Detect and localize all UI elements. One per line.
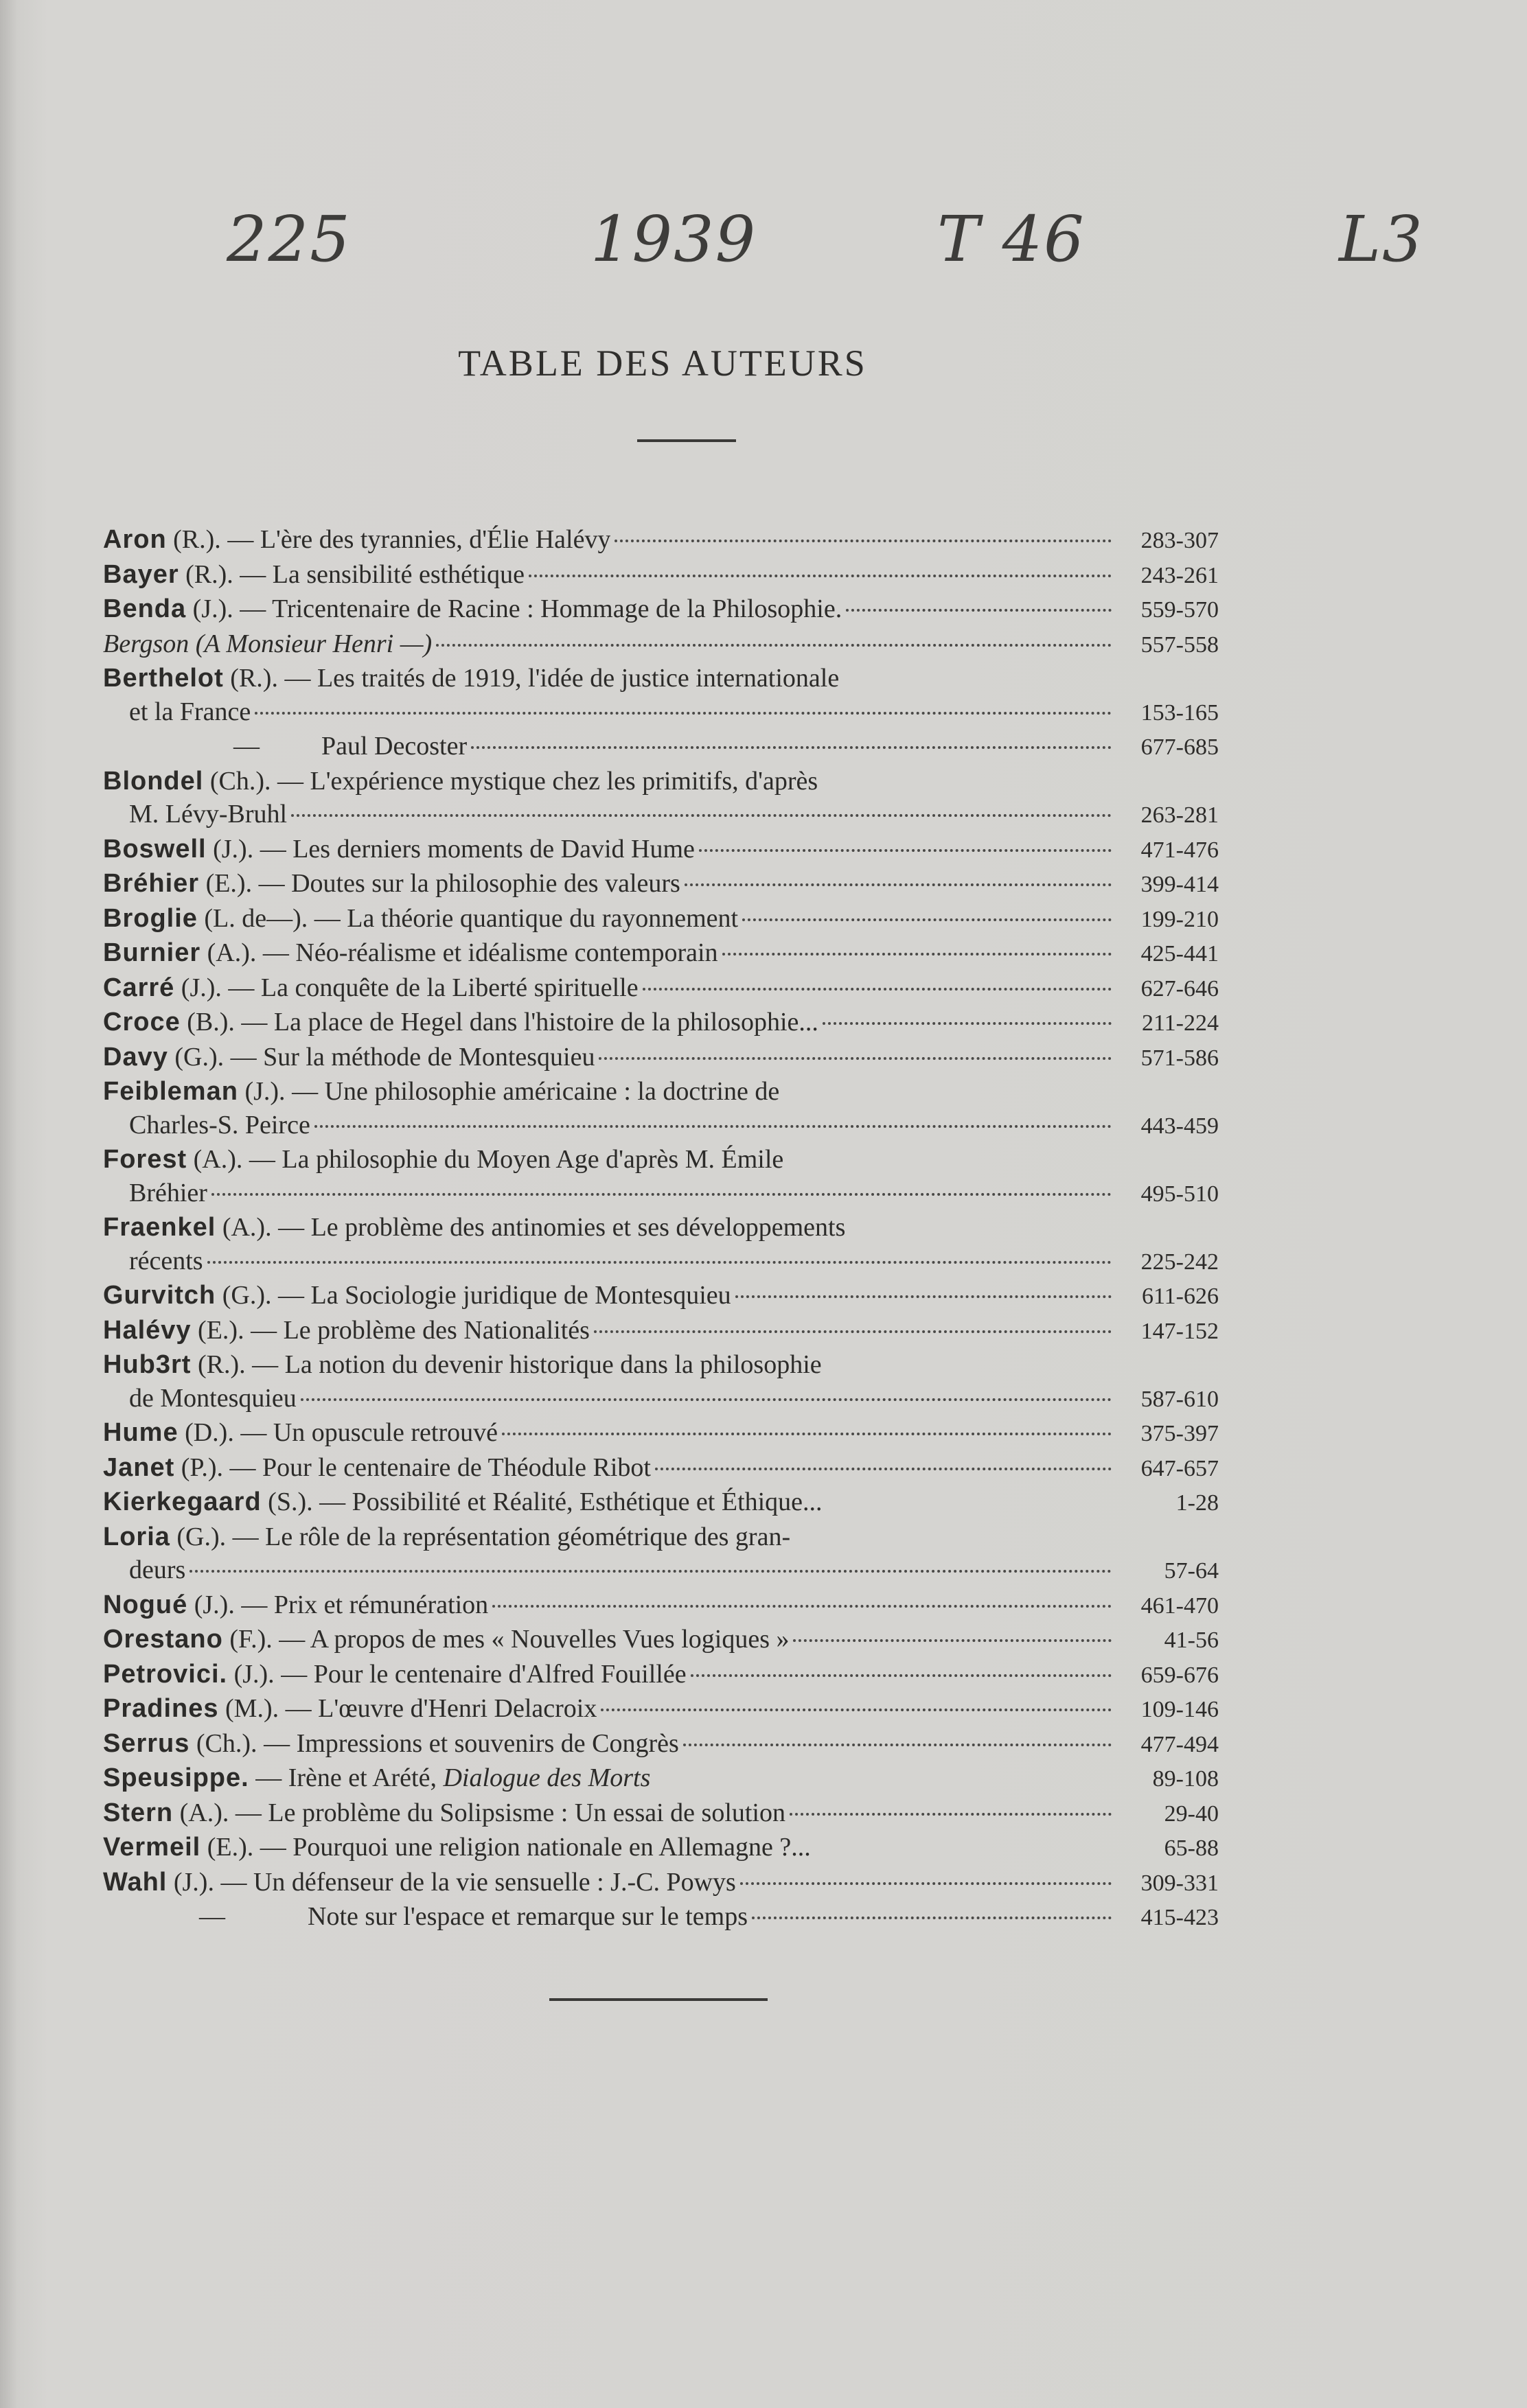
- author-name: Petrovici.: [103, 1659, 228, 1689]
- author-initials: (E.).: [199, 869, 253, 898]
- entry-title-italic: Dialogue des Morts: [443, 1763, 651, 1792]
- author-index: [103, 523, 1219, 1935]
- page-range: 153-165: [1140, 699, 1219, 726]
- entry-gurvitch: [103, 1279, 1219, 1314]
- author-initials: (E.).: [200, 1833, 254, 1862]
- entry-title: Bergson (A Monsieur Henri —): [103, 629, 433, 658]
- entry-hume: [103, 1416, 1219, 1451]
- entry-title: — Irène et Arété,: [249, 1763, 444, 1792]
- entry-title: — Les traités de 1919, l'idée de justice internationale: [277, 664, 840, 693]
- entry-feibleman: [103, 1075, 1219, 1109]
- entry-carre: [103, 971, 1219, 1006]
- entry-fraenkel-cont: [103, 1244, 1219, 1280]
- entry-forest-cont: [103, 1177, 1219, 1212]
- author-initials: (J.).: [227, 1659, 275, 1689]
- dot-leader: [301, 1398, 1112, 1401]
- dot-leader: [740, 1882, 1112, 1885]
- page-range: 309-331: [1140, 1870, 1219, 1896]
- entry-title: — Tricentenaire de Racine : Hommage de la Philosophie.: [233, 594, 842, 623]
- author-initials: (A.).: [187, 1145, 243, 1174]
- dot-leader: [823, 1022, 1112, 1025]
- author-name: Carré: [103, 973, 175, 1002]
- entry-title: — Un défenseur de la vie sensuelle : J.-C. Powys: [214, 1867, 736, 1897]
- page-range: 659-676: [1140, 1662, 1219, 1688]
- author-name: Loria: [103, 1522, 170, 1551]
- entry-bayer: [103, 558, 1219, 593]
- author-initials: (M.).: [218, 1694, 279, 1723]
- entry-bergson: [103, 627, 1219, 662]
- dot-leader: [790, 1813, 1112, 1816]
- entry-title: — Prix et rémunération: [234, 1590, 489, 1619]
- author-initials: (L. de—).: [197, 903, 308, 933]
- page-range: 199-210: [1140, 906, 1219, 932]
- author-name: Vermeil: [103, 1833, 201, 1862]
- author-name: Feibleman: [103, 1077, 238, 1106]
- page-range: 225-242: [1140, 1249, 1219, 1275]
- entry-title: — Un opuscule retrouvé: [233, 1418, 498, 1447]
- page-range: 415-423: [1140, 1905, 1219, 1930]
- page-range: 29-40: [1164, 1801, 1219, 1827]
- page-range: 57-64: [1164, 1558, 1219, 1584]
- dot-leader: [492, 1605, 1112, 1608]
- author-name: Janet: [103, 1452, 175, 1482]
- page-range: 571-586: [1140, 1045, 1219, 1071]
- dot-leader: [735, 1295, 1112, 1298]
- entry-loria-cont: [103, 1553, 1219, 1588]
- dot-leader: [190, 1570, 1112, 1573]
- page-range: 461-470: [1140, 1593, 1219, 1619]
- dot-leader: [846, 609, 1112, 612]
- page-title: TABLE DES AUTEURS: [458, 343, 867, 384]
- author-initials: (G.).: [216, 1281, 272, 1310]
- author-name: Stern: [103, 1798, 174, 1827]
- entry-wahl-2: [103, 1900, 1219, 1935]
- entry-title: — L'ère des tyrannies, d'Élie Halévy: [220, 525, 611, 554]
- entry-title: Paul Decoster: [321, 732, 468, 761]
- page-range: 211-224: [1141, 1010, 1219, 1036]
- author-initials: (R.).: [191, 1350, 246, 1379]
- author-name: Hume: [103, 1418, 179, 1447]
- author-initials: (Ch.).: [203, 766, 271, 796]
- page-range: 443-459: [1140, 1113, 1219, 1139]
- author-initials: (R.).: [179, 559, 233, 589]
- entry-title: — Impressions et souvenirs de Congrès: [257, 1728, 679, 1758]
- entry-halevy: [103, 1314, 1219, 1349]
- dot-leader: [211, 1193, 1112, 1196]
- entry-title-cont: de Montesquieu: [129, 1383, 297, 1413]
- entry-title: — A propos de mes « Nouvelles Vues logiques »: [272, 1625, 790, 1654]
- entry-janet: [103, 1451, 1219, 1486]
- author-name: Orestano: [103, 1625, 223, 1654]
- author-initials: (J.).: [238, 1077, 286, 1106]
- entry-title: — Les derniers moments de David Hume: [253, 834, 695, 864]
- dot-leader: [655, 1468, 1112, 1470]
- author-initials: (R.).: [223, 664, 278, 693]
- ditto-dash: —: [233, 732, 260, 761]
- entry-title: — Le problème des Nationalités: [244, 1315, 590, 1345]
- author-name: Gurvitch: [103, 1281, 216, 1310]
- entry-title-cont: M. Lévy-Bruhl: [129, 800, 288, 829]
- entry-feibleman-cont: [103, 1109, 1219, 1144]
- author-initials: (R.).: [166, 525, 221, 554]
- dot-leader: [752, 1917, 1112, 1919]
- page-range: 263-281: [1140, 802, 1219, 828]
- entry-title-cont: deurs: [129, 1555, 186, 1584]
- author-name: Boswell: [103, 834, 207, 864]
- author-name: Aron: [103, 525, 167, 554]
- dot-leader: [594, 1330, 1112, 1333]
- entry-title-cont: et la France: [129, 697, 251, 726]
- author-initials: (J.).: [174, 973, 222, 1002]
- dot-leader: [683, 1744, 1112, 1746]
- entry-kierkegaard: [103, 1485, 1219, 1520]
- entry-blondel: [103, 765, 1219, 798]
- author-name: Pradines: [103, 1694, 219, 1723]
- page-range: 399-414: [1140, 872, 1219, 897]
- author-initials: (J.).: [167, 1867, 214, 1897]
- entry-hubert-cont: [103, 1382, 1219, 1417]
- page-range: 1-28: [1175, 1490, 1219, 1516]
- author-initials: (G.).: [168, 1042, 225, 1072]
- handwritten-note-3: T 46: [937, 202, 1086, 276]
- entry-burnier: [103, 936, 1219, 971]
- entry-vermeil: [103, 1831, 1219, 1866]
- author-initials: (J.).: [186, 594, 233, 623]
- page-range: 557-558: [1140, 632, 1219, 658]
- entry-title: — Une philosophie américaine : la doctrine de: [285, 1077, 780, 1106]
- entry-orestano: [103, 1623, 1219, 1658]
- dot-leader: [722, 953, 1112, 956]
- entry-title-cont: Bréhier: [129, 1178, 207, 1207]
- page-range: 559-570: [1140, 597, 1219, 623]
- author-name: Broglie: [103, 903, 198, 933]
- entry-title: — La notion du devenir historique dans la philosophie: [245, 1350, 822, 1379]
- entry-title: — La Sociologie juridique de Montesquieu: [271, 1281, 731, 1310]
- entry-broglie: [103, 902, 1219, 937]
- entry-title: — Pour le centenaire de Théodule Ribot: [223, 1452, 651, 1482]
- author-name: Nogué: [103, 1590, 188, 1619]
- page-range: 471-476: [1140, 837, 1219, 863]
- entry-serrus: [103, 1727, 1219, 1762]
- author-name: Hub3rt: [103, 1350, 192, 1379]
- entry-title-cont: Charles-S. Peirce: [129, 1110, 310, 1139]
- author-initials: (J.).: [206, 834, 254, 864]
- ditto-dash: —: [199, 1902, 225, 1931]
- author-initials: (D.).: [178, 1418, 234, 1447]
- dot-leader: [599, 1057, 1112, 1060]
- dot-leader: [255, 712, 1112, 715]
- entry-fraenkel: [103, 1211, 1219, 1244]
- entry-title: — La philosophie du Moyen Age d'après M. Émile: [242, 1145, 784, 1174]
- entry-brehier: [103, 867, 1219, 902]
- author-initials: (E.).: [191, 1315, 244, 1345]
- author-initials: (P.).: [174, 1452, 224, 1482]
- author-name: Fraenkel: [103, 1213, 216, 1242]
- entry-decoster: [103, 730, 1219, 765]
- entry-stern: [103, 1796, 1219, 1831]
- page-range: 647-657: [1140, 1455, 1219, 1481]
- entry-boswell: [103, 833, 1219, 868]
- entry-title-cont: récents: [129, 1246, 203, 1275]
- dot-leader: [699, 849, 1112, 852]
- handwritten-note-4: L3: [1339, 202, 1424, 276]
- page-range: 375-397: [1140, 1421, 1219, 1446]
- page-range: 425-441: [1140, 941, 1219, 966]
- entry-hubert: [103, 1348, 1219, 1382]
- author-name: Kierkegaard: [103, 1487, 262, 1516]
- author-initials: (Ch.).: [190, 1728, 257, 1758]
- entry-title: — Possibilité et Réalité, Esthétique et Éthique...: [312, 1487, 823, 1516]
- entry-title: — La conquête de la Liberté spirituelle: [221, 973, 639, 1002]
- page-range: 243-261: [1140, 562, 1219, 588]
- entry-forest: [103, 1143, 1219, 1177]
- author-initials: (J.).: [187, 1590, 235, 1619]
- page-range: 41-56: [1164, 1628, 1219, 1653]
- author-name: Halévy: [103, 1315, 192, 1345]
- author-initials: (F.).: [222, 1625, 273, 1654]
- entry-benda: [103, 592, 1219, 627]
- dot-leader: [502, 1433, 1112, 1435]
- page-range: 89-108: [1152, 1766, 1219, 1792]
- dot-leader: [314, 1125, 1112, 1128]
- entry-title: — Sur la méthode de Montesquieu: [224, 1042, 595, 1072]
- author-name: Bayer: [103, 559, 179, 589]
- entry-loria: [103, 1520, 1219, 1554]
- page-range: 477-494: [1140, 1731, 1219, 1757]
- entry-title: — La place de Hegel dans l'histoire de la philosophie...: [234, 1008, 818, 1037]
- page-range: 587-610: [1140, 1386, 1219, 1412]
- dot-leader: [685, 883, 1112, 886]
- author-name: Davy: [103, 1042, 168, 1072]
- title-divider: [637, 439, 736, 442]
- author-initials: (A.).: [216, 1213, 272, 1242]
- entry-title: — La théorie quantique du rayonnement: [308, 903, 739, 933]
- entry-pradines: [103, 1692, 1219, 1727]
- entry-nogue: [103, 1588, 1219, 1623]
- entry-davy: [103, 1041, 1219, 1076]
- author-name: Croce: [103, 1008, 181, 1037]
- dot-leader: [742, 918, 1112, 921]
- entry-aron: [103, 523, 1219, 558]
- dot-leader: [691, 1674, 1112, 1677]
- handwritten-note-2: 1939: [590, 202, 757, 276]
- page-range: 283-307: [1140, 528, 1219, 553]
- page-range: 611-626: [1141, 1284, 1219, 1309]
- dot-leader: [601, 1709, 1112, 1711]
- entry-title: — Le problème des antinomies et ses développements: [271, 1213, 846, 1242]
- entry-title: — Le rôle de la représentation géométrique des gran-: [226, 1522, 791, 1551]
- dot-leader: [793, 1639, 1112, 1642]
- entry-berthelot: [103, 662, 1219, 695]
- author-name: Burnier: [103, 938, 201, 967]
- entry-title: — Doutes sur la philosophie des valeurs: [252, 869, 680, 898]
- page-range: 65-88: [1164, 1836, 1219, 1861]
- author-name: Berthelot: [103, 664, 224, 693]
- entry-title: Note sur l'espace et remarque sur le temps: [308, 1902, 748, 1931]
- author-name: Speusippe.: [103, 1763, 249, 1792]
- author-initials: (A.).: [200, 938, 257, 967]
- author-name: Benda: [103, 594, 187, 623]
- dot-leader: [291, 814, 1112, 817]
- page-range: 627-646: [1140, 975, 1219, 1002]
- entry-title: — Néo-réalisme et idéalisme contemporain: [256, 938, 718, 967]
- author-name: Serrus: [103, 1728, 190, 1758]
- entry-berthelot-cont: [103, 695, 1219, 730]
- author-initials: (G.).: [170, 1522, 227, 1551]
- entry-speusippe: [103, 1761, 1219, 1796]
- entry-title: — L'expérience mystique chez les primitifs, d'après: [271, 766, 818, 796]
- entry-title: — La sensibilité esthétique: [233, 559, 525, 589]
- dot-leader: [471, 746, 1112, 749]
- author-name: Forest: [103, 1145, 187, 1174]
- dot-leader: [529, 575, 1112, 577]
- entry-title: — Pour le centenaire d'Alfred Fouillée: [274, 1659, 687, 1689]
- author-initials: (B.).: [180, 1008, 235, 1037]
- handwritten-note-1: 225: [227, 202, 352, 276]
- entry-blondel-cont: [103, 798, 1219, 833]
- dot-leader: [207, 1261, 1112, 1264]
- entry-title: — Pourquoi une religion nationale en Allemagne ?...: [253, 1833, 811, 1862]
- dot-leader: [643, 988, 1112, 991]
- page-range: 109-146: [1140, 1697, 1219, 1722]
- dot-leader: [436, 644, 1112, 647]
- entry-title: — L'œuvre d'Henri Delacroix: [279, 1694, 597, 1723]
- author-name: Blondel: [103, 766, 204, 796]
- entry-title: — Le problème du Solipsisme : Un essai de solution: [229, 1798, 785, 1827]
- author-initials: (S.).: [261, 1487, 313, 1516]
- entry-wahl: [103, 1866, 1219, 1901]
- entry-petrovici: [103, 1658, 1219, 1693]
- page-range: 495-510: [1140, 1181, 1219, 1207]
- author-name: Wahl: [103, 1867, 168, 1897]
- page-range: 147-152: [1140, 1318, 1219, 1344]
- closing-divider: [549, 1998, 768, 2001]
- dot-leader: [615, 540, 1112, 542]
- entry-croce: [103, 1006, 1219, 1041]
- page-range: 677-685: [1140, 734, 1219, 760]
- author-name: Bréhier: [103, 869, 200, 898]
- author-initials: (A.).: [173, 1798, 229, 1827]
